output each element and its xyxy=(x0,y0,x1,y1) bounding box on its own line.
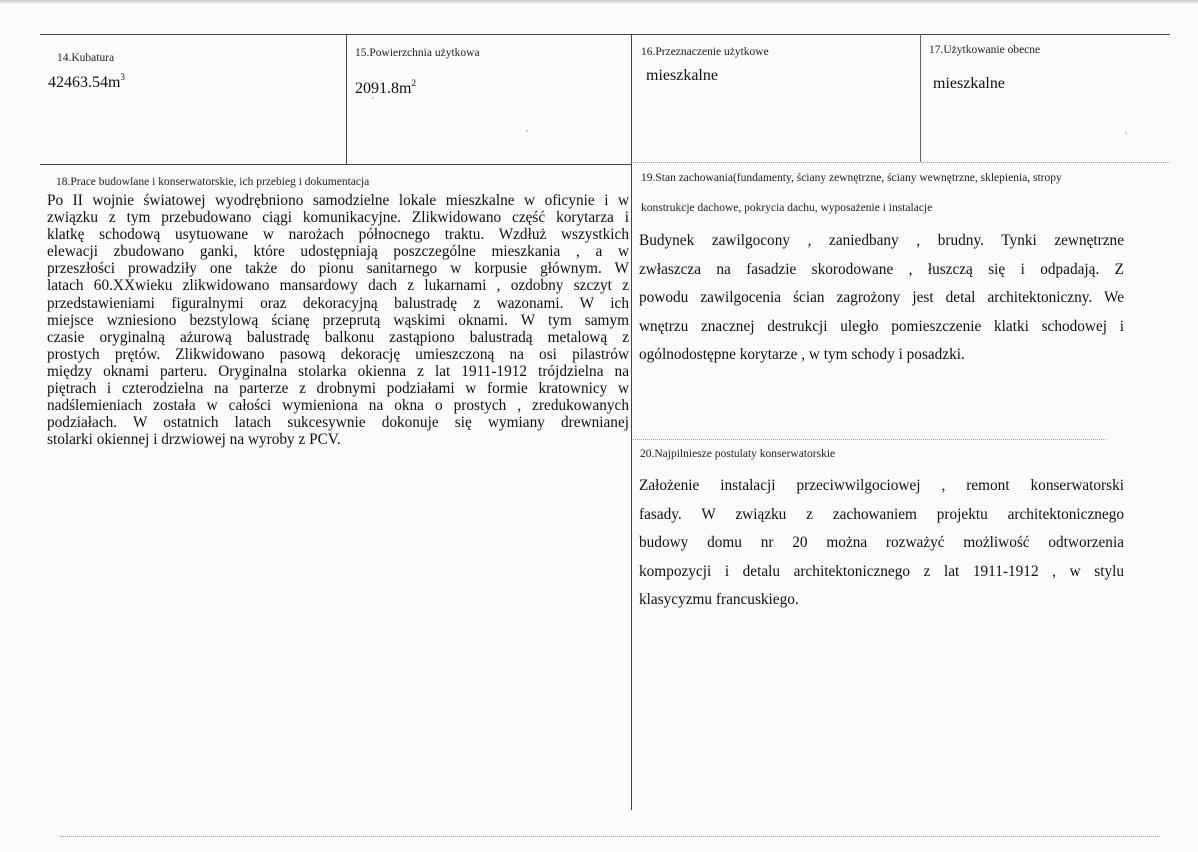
field-15-value xyxy=(355,80,416,98)
field-15-label: 15.Powierzchnia użytkowa xyxy=(355,47,480,59)
scan-speck xyxy=(1125,132,1127,134)
scan-speck xyxy=(526,130,528,132)
text-line: klatkę schodową usytuowane w narożach północnego traktu. Wzdłuż wszystkich xyxy=(47,226,629,244)
text-line: piętrach i czterodzielna na parterze z drobnymi podziałami w formie kratownicy w xyxy=(47,380,629,398)
text-line: między oknami parteru. Oryginalna stolarka okienna z lat 1911-1912 trójdzielna na xyxy=(47,362,629,380)
text-line: miejsce wzniesiono bezstylową ścianę przeprutą wąskimi oknami. W tym samym xyxy=(47,311,629,329)
text-line: prostych prętów. Zlikwidowano pasową dekorację umieszczoną na osi pilastrów xyxy=(47,345,629,363)
usable-area-value: 2091.8m xyxy=(355,80,412,97)
text-line: kompozycji i detalu architektonicznego z lat 1911-1912 , w stylu xyxy=(639,562,1124,580)
bottom-edge-dots xyxy=(60,836,1160,837)
field-18-label: 18.Prace budowlane i konserwatorskie, ich przebieg i dokumentacja xyxy=(56,176,370,188)
text-line: nadślemieniach została w całości wymieniona na okna o prostych , zredukowanych xyxy=(47,397,629,415)
field-17-label: 17.Użytkowanie obecne xyxy=(929,44,1041,56)
text-line: fasady. W związku z zachowaniem projektu architektonicznego xyxy=(639,505,1124,523)
field-18-text xyxy=(47,192,629,448)
cubature-unit-exponent: 3 xyxy=(120,72,125,82)
text-line: związku z tym przebudowano ciągi komunikacyjne. Zlikwidowano część korytarza i xyxy=(47,209,629,227)
text-line: ogólnodostępne korytarze , w tym schody i posadzki. xyxy=(639,346,965,364)
field-17-value: mieszkalne xyxy=(933,75,1005,92)
field-19-text xyxy=(639,227,1124,370)
field-19-label-continued: konstrukcje dachowe, pokrycia dachu, wyposażenie i instalacje xyxy=(641,202,933,214)
text-line: powodu zawilgocenia ścian zagrożony jest detal architektoniczny. We xyxy=(639,289,1124,307)
text-line: Założenie instalacji przeciwwilgociowej , remont konserwatorski xyxy=(639,477,1124,494)
text-line: zwłaszcza na fasadzie skorodowane , łuszczą się i odpadają. Z xyxy=(639,260,1124,278)
text-line: Budynek zawilgocony , zaniedbany , brudny. Tynki zewnętrzne xyxy=(639,232,1124,249)
text-line: czasie oryginalną ażurową balustradę balkonu zastąpiono balustradą metalową z xyxy=(47,328,629,346)
column-divider-3 xyxy=(920,34,921,162)
field-20-text xyxy=(639,472,1124,615)
area-unit-exponent: 2 xyxy=(411,78,416,88)
column-divider-1 xyxy=(346,34,347,164)
cubature-value: 42463.54m xyxy=(48,74,121,91)
row-divider xyxy=(40,164,631,165)
field-16-value: mieszkalne xyxy=(646,67,718,84)
text-line: Po II wojnie światowej wyodrębniono samodzielne lokale mieszkalne w oficynie i w xyxy=(47,192,629,209)
scan-top-edge xyxy=(0,0,1198,4)
field-14-label: 14.Kubatura xyxy=(57,52,115,64)
text-line: przedstawieniami figuralnymi oraz dekoracyjną balustradę z wazonami. W ich xyxy=(47,294,629,312)
field-20-label: 20.Najpilniesze postulaty konserwatorskie xyxy=(640,448,836,460)
text-line: podziałach. W ostatnich latach sukcesywnie dokonuje się wymiany drewnianej xyxy=(47,414,629,432)
text-line: elewacji zbudowano ganki, które udostępniają poszczególne mieszkania , a w xyxy=(47,243,629,261)
column-divider-2 xyxy=(631,34,632,810)
text-line: budowy domu nr 20 można rozważyć możliwość odtworzenia xyxy=(639,534,1124,552)
text-line: przeszłości prowadziły one także do pionu sanitarnego w korpusie głównym. W xyxy=(47,260,629,278)
text-line: klasycyzmu francuskiego. xyxy=(639,591,799,609)
text-line: stolarki okiennej i drzwiowej na wyroby z PCV. xyxy=(47,431,341,449)
row-divider-right xyxy=(631,162,1170,163)
field-16-label: 16.Przeznaczenie użytkowe xyxy=(641,46,769,58)
field-14-value xyxy=(48,74,125,92)
table-top-border xyxy=(40,34,1170,35)
text-line: latach 60.XXwieku zlikwidowano mansardowy dach z lukarnami , ozdobny szczyt z xyxy=(47,277,629,295)
scan-speck xyxy=(372,97,374,99)
section-divider-19-20 xyxy=(631,439,1106,440)
text-line: wnętrzu znacznej destrukcji uległo pomieszczenie klatki schodowej i xyxy=(639,317,1124,335)
field-19-label: 19.Stan zachowania(fundamenty, ściany zewnętrzne, ściany wewnętrzne, sklepienia, stropy xyxy=(641,172,1062,184)
